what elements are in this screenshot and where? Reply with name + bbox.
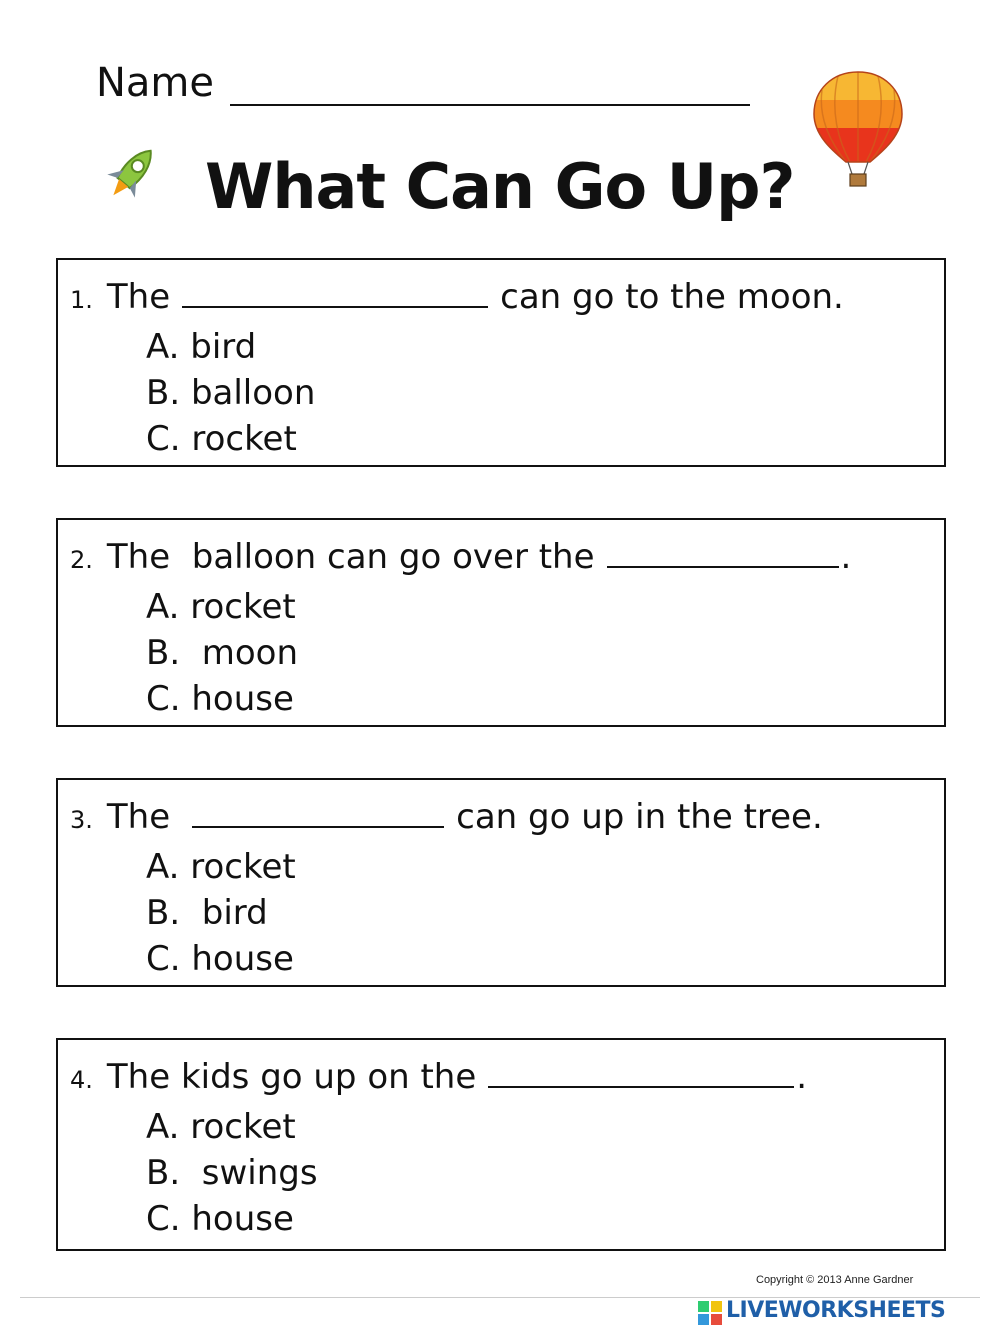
option-c[interactable]: C. rocket [146, 419, 297, 459]
copyright-notice: Copyright © 2013 Anne Gardner [756, 1274, 914, 1286]
answer-blank[interactable] [607, 536, 839, 568]
question-number: 1. [70, 286, 93, 314]
question-text-after: . [796, 1057, 808, 1097]
option-c[interactable]: C. house [146, 679, 294, 719]
question-2-stem [70, 536, 851, 580]
liveworksheets-logo[interactable] [698, 1298, 994, 1328]
question-1-stem [70, 276, 844, 320]
question-number: 2. [70, 546, 93, 574]
logo-text: LIVEWORKSHEETS [726, 1298, 946, 1323]
question-text-after: can go up in the tree. [456, 797, 823, 837]
question-number: 3. [70, 806, 93, 834]
option-b[interactable]: B. bird [146, 893, 268, 933]
logo-squares-icon [698, 1301, 722, 1325]
option-b[interactable]: B. moon [146, 633, 299, 673]
question-2-options [146, 584, 298, 722]
answer-blank[interactable] [182, 276, 488, 308]
question-4-options [146, 1104, 318, 1242]
question-text-before: The [106, 797, 171, 837]
option-c[interactable]: C. house [146, 939, 294, 979]
name-label: Name [96, 60, 215, 106]
rocket-icon [100, 140, 164, 206]
question-3-options [146, 844, 296, 982]
option-c[interactable]: C. house [146, 1199, 294, 1239]
question-number: 4. [70, 1066, 93, 1094]
question-4-stem [70, 1056, 807, 1100]
question-4-box [56, 1038, 946, 1251]
question-3-box [56, 778, 946, 987]
name-blank-line[interactable] [230, 104, 750, 106]
option-b[interactable]: B. swings [146, 1153, 318, 1193]
option-a[interactable]: A. rocket [146, 1107, 296, 1147]
question-1-box [56, 258, 946, 467]
question-text-before: The [106, 277, 171, 317]
option-b[interactable]: B. balloon [146, 373, 316, 413]
answer-blank[interactable] [488, 1056, 794, 1088]
question-3-stem [70, 796, 823, 840]
option-a[interactable]: A. rocket [146, 847, 296, 887]
name-row [96, 58, 756, 108]
hot-air-balloon-icon [812, 70, 904, 188]
page-title: What Can Go Up? [205, 150, 795, 223]
question-2-box [56, 518, 946, 727]
option-a[interactable]: A. rocket [146, 587, 296, 627]
question-text-before: The balloon can go over the [106, 537, 595, 577]
question-text-after: can go to the moon. [500, 277, 844, 317]
option-a[interactable]: A. bird [146, 327, 257, 367]
answer-blank[interactable] [192, 796, 444, 828]
question-text-before: The kids go up on the [106, 1057, 477, 1097]
question-1-options [146, 324, 315, 462]
question-text-after: . [840, 537, 852, 577]
